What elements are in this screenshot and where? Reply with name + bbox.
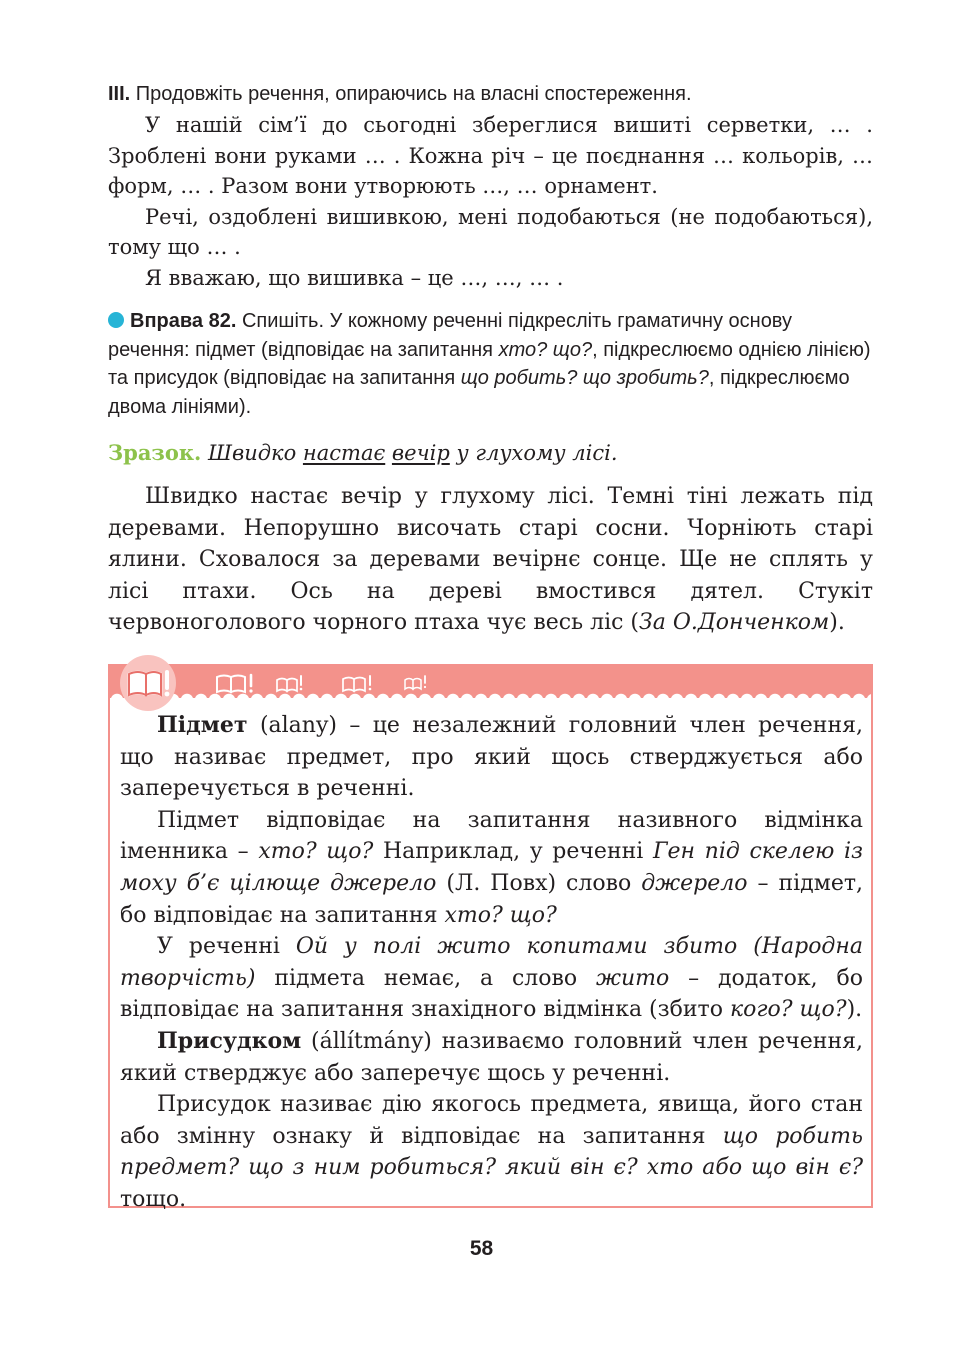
rule-p1-text: (alany) – це незалежний головний член речення, що називає предмет, про який щось стверджується або заперечується в реченні. bbox=[120, 713, 863, 802]
rule-paragraph-5 bbox=[120, 1089, 863, 1215]
book-exclaim-icon bbox=[214, 670, 256, 696]
rule-p5-a: Присудок називає дію якогось предмета, явища, його стан або змінну ознаку й відповідає на запитання bbox=[120, 1092, 863, 1149]
task-3-number: III. bbox=[108, 83, 131, 105]
rule-p3-a: У реченні bbox=[157, 934, 296, 960]
exercise-text-2: , підкреслюємо однією лінією) та присудок (відповідає на запитання bbox=[108, 338, 871, 389]
sample-line bbox=[108, 437, 873, 469]
book-exclaim-icon bbox=[340, 672, 374, 694]
rule-p2-d: – підмет, бо відповідає на запитання bbox=[120, 870, 863, 928]
rule-p2-question-2: хто? що? bbox=[444, 902, 557, 928]
task-3-paragraph-1: У нашій сім’ї до сьогодні збереглися вишиті серветки, … . Зроблені вони руками … . Кожна річ – це поєднання … кольорів, … форм, … . Разом вони утворюють …, … орнамент. bbox=[108, 113, 873, 198]
sample-label: Зразок. bbox=[108, 440, 202, 465]
grammar-rule-box bbox=[108, 664, 873, 1212]
rule-paragraph-3 bbox=[120, 931, 863, 1026]
page-content bbox=[108, 80, 873, 639]
exercise-question-2: що робить? що зробить? bbox=[460, 367, 709, 389]
exercise-question-1: хто? що? bbox=[498, 338, 593, 361]
task-3-instruction: Продовжіть речення, опираючись на власні спостереження. bbox=[135, 83, 692, 105]
sample-word-rest: у глухому лісі. bbox=[456, 441, 618, 465]
rule-p2-a: Підмет відповідає на запитання називного відмінка іменника – bbox=[120, 807, 863, 865]
rule-p3-c: – додаток, бо відповідає на запитання знахідного відмінка (збито bbox=[120, 965, 863, 1023]
rule-p2-c: (Л. Повх) слово bbox=[436, 870, 642, 896]
rule-p2-example: Ген під скелею із моху б’є цілюще джерело bbox=[120, 839, 863, 896]
exercise-text-3: , підкреслюємо двома лініями). bbox=[108, 367, 850, 418]
term-predicate: Присудком bbox=[157, 1027, 302, 1054]
exercise-text-block bbox=[108, 481, 873, 639]
rule-p3-d: ). bbox=[846, 997, 863, 1023]
exercise-text-end: ). bbox=[829, 610, 845, 635]
rule-paragraph-2 bbox=[120, 805, 863, 931]
rule-p3-question: кого? що? bbox=[729, 997, 847, 1023]
rule-paragraph-4 bbox=[120, 1026, 863, 1089]
sample-word-1: Швидко bbox=[208, 441, 297, 465]
exercise-label: Вправа 82. bbox=[130, 310, 237, 332]
rule-p3-word: жито bbox=[595, 965, 670, 991]
term-subject: Підмет bbox=[157, 712, 248, 738]
rule-p3-b: підмета немає, а слово bbox=[255, 965, 596, 991]
rule-content bbox=[120, 710, 863, 1216]
task-3-paragraph-3: Я вважаю, що вишивка – це …, …, … . bbox=[145, 265, 564, 290]
bullet-dot-icon bbox=[108, 312, 124, 328]
rule-p2-question: хто? що? bbox=[258, 839, 374, 865]
sample-predicate: настає bbox=[302, 441, 386, 465]
rule-p5-questions: що робить предмет? що з ним робиться? який він є? хто або що він є? bbox=[120, 1123, 863, 1181]
text-author: За О.Донченком bbox=[639, 610, 830, 635]
rule-p2-word: джерело bbox=[641, 870, 748, 896]
page-number: 58 bbox=[469, 1237, 494, 1260]
rule-p3-example: Ой у полі жито копитами збито (Народна творчість) bbox=[120, 934, 863, 991]
rule-p2-b: Наприклад, у реченні bbox=[373, 839, 653, 865]
exercise-text-body: Швидко настає вечір у глухому лісі. Темні тіні лежать під деревами. Непорушно височать старі сосни. Чорніють старі ялини. Сховалося за деревами вечірнє сонце. Ще не сплять у лісі птахи. Ось на дереві вмостився дятел. Стукіт червоноголового чорного птаха чує весь ліс ( bbox=[108, 484, 873, 635]
rule-paragraph-1 bbox=[120, 710, 863, 805]
exercise-82-instruction bbox=[108, 307, 873, 421]
rule-p5-b: тощо. bbox=[120, 1186, 187, 1212]
rule-p4-text: (állítmány) називаємо головний член речення, який стверджує або заперечує щось у реченні. bbox=[120, 1028, 863, 1086]
book-exclaim-icon bbox=[274, 672, 306, 694]
task-3-paragraph-2: Речі, оздоблені вишивкою, мені подобаються (не подобаються), тому що … . bbox=[108, 204, 873, 259]
book-exclaim-icon bbox=[402, 672, 430, 692]
exercise-text-paragraph bbox=[108, 481, 873, 639]
sample-subject: вечір bbox=[391, 441, 450, 465]
exercise-text-1: Спишіть. У кожному реченні підкресліть граматичну основу речення: підмет (відповідає на запитання bbox=[108, 310, 792, 361]
book-exclaim-icon bbox=[120, 655, 176, 711]
task-3-heading bbox=[108, 80, 873, 108]
